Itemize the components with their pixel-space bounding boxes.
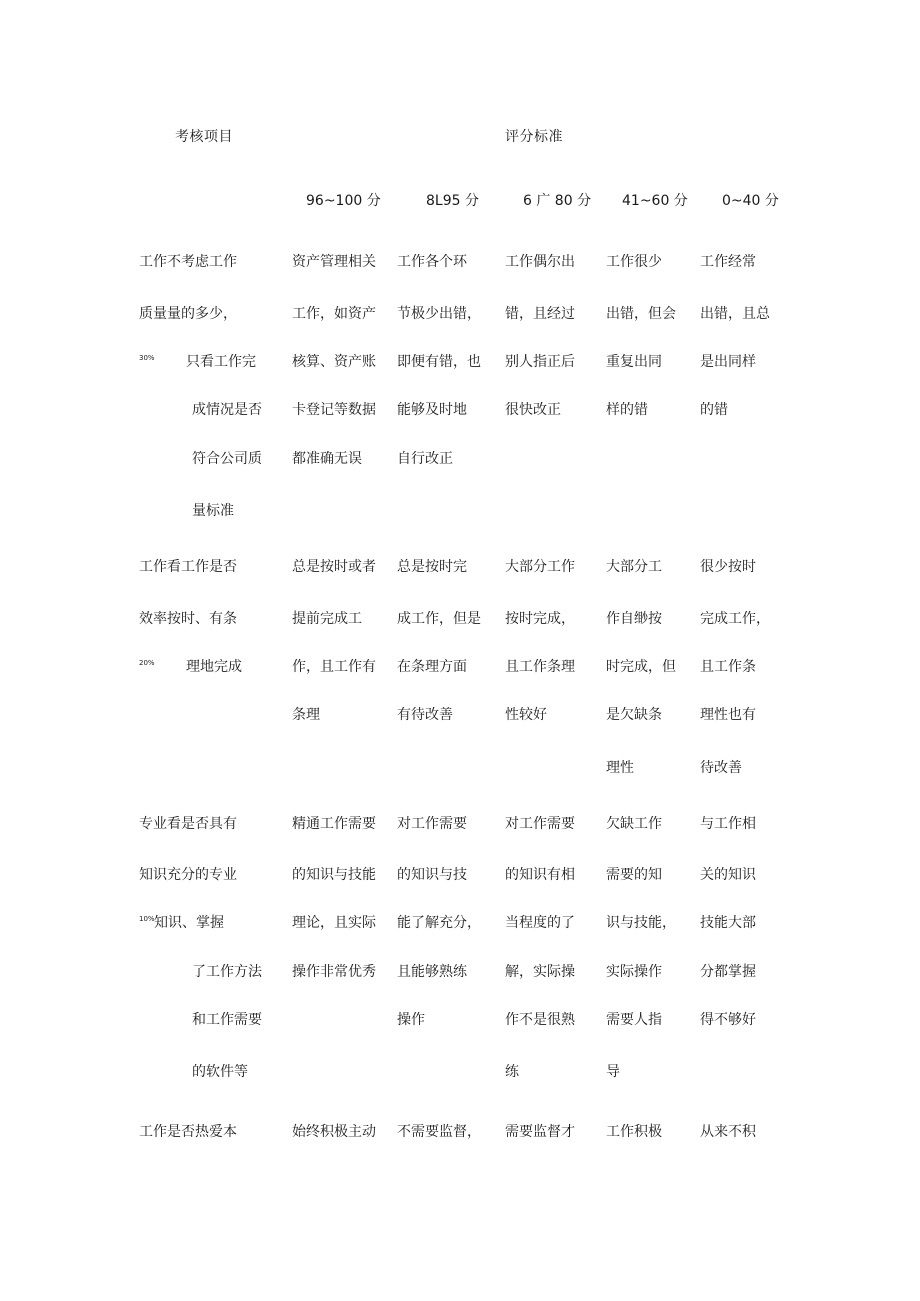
item-line: 知识、掌握 — [154, 915, 224, 931]
criteria-line: 且工作条理 — [505, 659, 575, 675]
criteria-line: 成工作，但是 — [397, 611, 481, 627]
criteria-line: 作，且工作有 — [292, 659, 376, 675]
criteria-line: 重复出同 — [606, 354, 662, 370]
criteria-line: 的知识与技能 — [292, 867, 376, 883]
criteria-line: 不需要监督， — [397, 1124, 481, 1140]
criteria-line: 且能够熟练 — [397, 964, 467, 980]
criteria-line: 的错 — [700, 402, 728, 418]
criteria-line: 操作 — [397, 1012, 425, 1028]
criteria-line: 是出同样 — [700, 354, 756, 370]
criteria-line: 出错，但会 — [606, 306, 676, 322]
criteria-line: 且工作条 — [700, 659, 756, 675]
criteria-line: 待改善 — [700, 760, 742, 776]
criteria-line: 有待改善 — [397, 707, 453, 723]
criteria-line: 识与技能， — [606, 915, 676, 931]
criteria-line: 很少按时 — [700, 559, 756, 575]
item-line: 专业看是否具有 — [139, 816, 237, 832]
criteria-line: 完成工作， — [700, 611, 770, 627]
criteria-line: 按时完成， — [505, 611, 575, 627]
criteria-line: 提前完成工 — [292, 611, 362, 627]
item-line: 只看工作完 — [186, 354, 256, 370]
criteria-line: 作自缈按 — [606, 611, 662, 627]
item-line: 工作是否热爱本 — [139, 1124, 237, 1140]
criteria-line: 工作积极 — [606, 1124, 662, 1140]
item-line: 了工作方法 — [192, 964, 262, 980]
criteria-line: 自行改正 — [397, 451, 453, 467]
criteria-line: 时完成，但 — [606, 659, 676, 675]
criteria-line: 总是按时或者 — [292, 559, 376, 575]
criteria-line: 工作，如资产 — [292, 306, 376, 322]
criteria-line: 总是按时完 — [397, 559, 467, 575]
score-range-4: 41~60 分 — [622, 193, 688, 209]
criteria-line: 条理 — [292, 707, 320, 723]
score-range-3: 6 广 80 分 — [523, 193, 592, 209]
item-line: 量标准 — [192, 503, 234, 519]
score-range-1: 96~100 分 — [306, 193, 381, 209]
criteria-line: 对工作需要 — [505, 816, 575, 832]
criteria-line: 即便有错，也 — [397, 354, 481, 370]
item-line: 工作不考虑工作 — [139, 254, 237, 270]
criteria-line: 欠缺工作 — [606, 816, 662, 832]
header-criteria: 评分标准 — [505, 129, 563, 145]
item-line: 和工作需要 — [192, 1012, 262, 1028]
criteria-line: 导 — [606, 1064, 620, 1080]
criteria-line: 需要监督才 — [505, 1124, 575, 1140]
criteria-line: 分都掌握 — [700, 964, 756, 980]
criteria-line: 工作各个环 — [397, 254, 467, 270]
criteria-line: 与工作相 — [700, 816, 756, 832]
item-line: 理地完成 — [186, 659, 242, 675]
criteria-line: 核算、资产账 — [292, 354, 376, 370]
criteria-line: 工作偶尔出 — [505, 254, 575, 270]
criteria-line: 样的错 — [606, 402, 648, 418]
criteria-line: 在条理方面 — [397, 659, 467, 675]
criteria-line: 需要的知 — [606, 867, 662, 883]
criteria-line: 当程度的了 — [505, 915, 575, 931]
item-line: 效率按时、有条 — [139, 611, 237, 627]
criteria-line: 工作经常 — [700, 254, 756, 270]
criteria-line: 理论，且实际 — [292, 915, 376, 931]
criteria-line: 别人指正后 — [505, 354, 575, 370]
criteria-line: 实际操作 — [606, 964, 662, 980]
weight-label: 30% — [139, 354, 155, 362]
criteria-line: 能够及时地 — [397, 402, 467, 418]
criteria-line: 的知识有相 — [505, 867, 575, 883]
criteria-line: 从来不积 — [700, 1124, 756, 1140]
criteria-line: 大部分工作 — [505, 559, 575, 575]
item-line: 成情况是否 — [192, 402, 262, 418]
criteria-line: 理性也有 — [700, 707, 756, 723]
criteria-line: 作不是很熟 — [505, 1012, 575, 1028]
criteria-line: 解，实际操 — [505, 964, 575, 980]
item-line: 符合公司质 — [192, 451, 262, 467]
criteria-line: 是欠缺条 — [606, 707, 662, 723]
criteria-line: 对工作需要 — [397, 816, 467, 832]
criteria-line: 的知识与技 — [397, 867, 467, 883]
criteria-line: 大部分工 — [606, 559, 662, 575]
criteria-line: 得不够好 — [700, 1012, 756, 1028]
item-line: 知识充分的专业 — [139, 867, 237, 883]
criteria-line: 关的知识 — [700, 867, 756, 883]
criteria-line: 练 — [505, 1064, 519, 1080]
criteria-line: 操作非常优秀 — [292, 964, 376, 980]
weight-label: 10% — [139, 915, 155, 923]
criteria-line: 都准确无误 — [292, 451, 362, 467]
criteria-line: 始终积极主动 — [292, 1124, 376, 1140]
criteria-line: 节极少出错， — [397, 306, 481, 322]
criteria-line: 出错，且总 — [700, 306, 770, 322]
criteria-line: 工作很少 — [606, 254, 662, 270]
criteria-line: 需要人指 — [606, 1012, 662, 1028]
criteria-line: 性较好 — [505, 707, 547, 723]
criteria-line: 资产管理相关 — [292, 254, 376, 270]
criteria-line: 错，且经过 — [505, 306, 575, 322]
criteria-line: 很快改正 — [505, 402, 561, 418]
score-range-2: 8L95 分 — [426, 193, 479, 209]
weight-label: 20% — [139, 659, 155, 667]
item-line: 的软件等 — [192, 1064, 248, 1080]
criteria-line: 技能大部 — [700, 915, 756, 931]
criteria-line: 精通工作需要 — [292, 816, 376, 832]
item-line: 质量量的多少， — [139, 306, 237, 322]
header-item: 考核项目 — [175, 129, 233, 145]
criteria-line: 卡登记等数据 — [292, 402, 376, 418]
criteria-line: 能了解充分， — [397, 915, 481, 931]
score-range-5: 0~40 分 — [722, 193, 779, 209]
criteria-line: 理性 — [606, 760, 634, 776]
item-line: 工作看工作是否 — [139, 559, 237, 575]
